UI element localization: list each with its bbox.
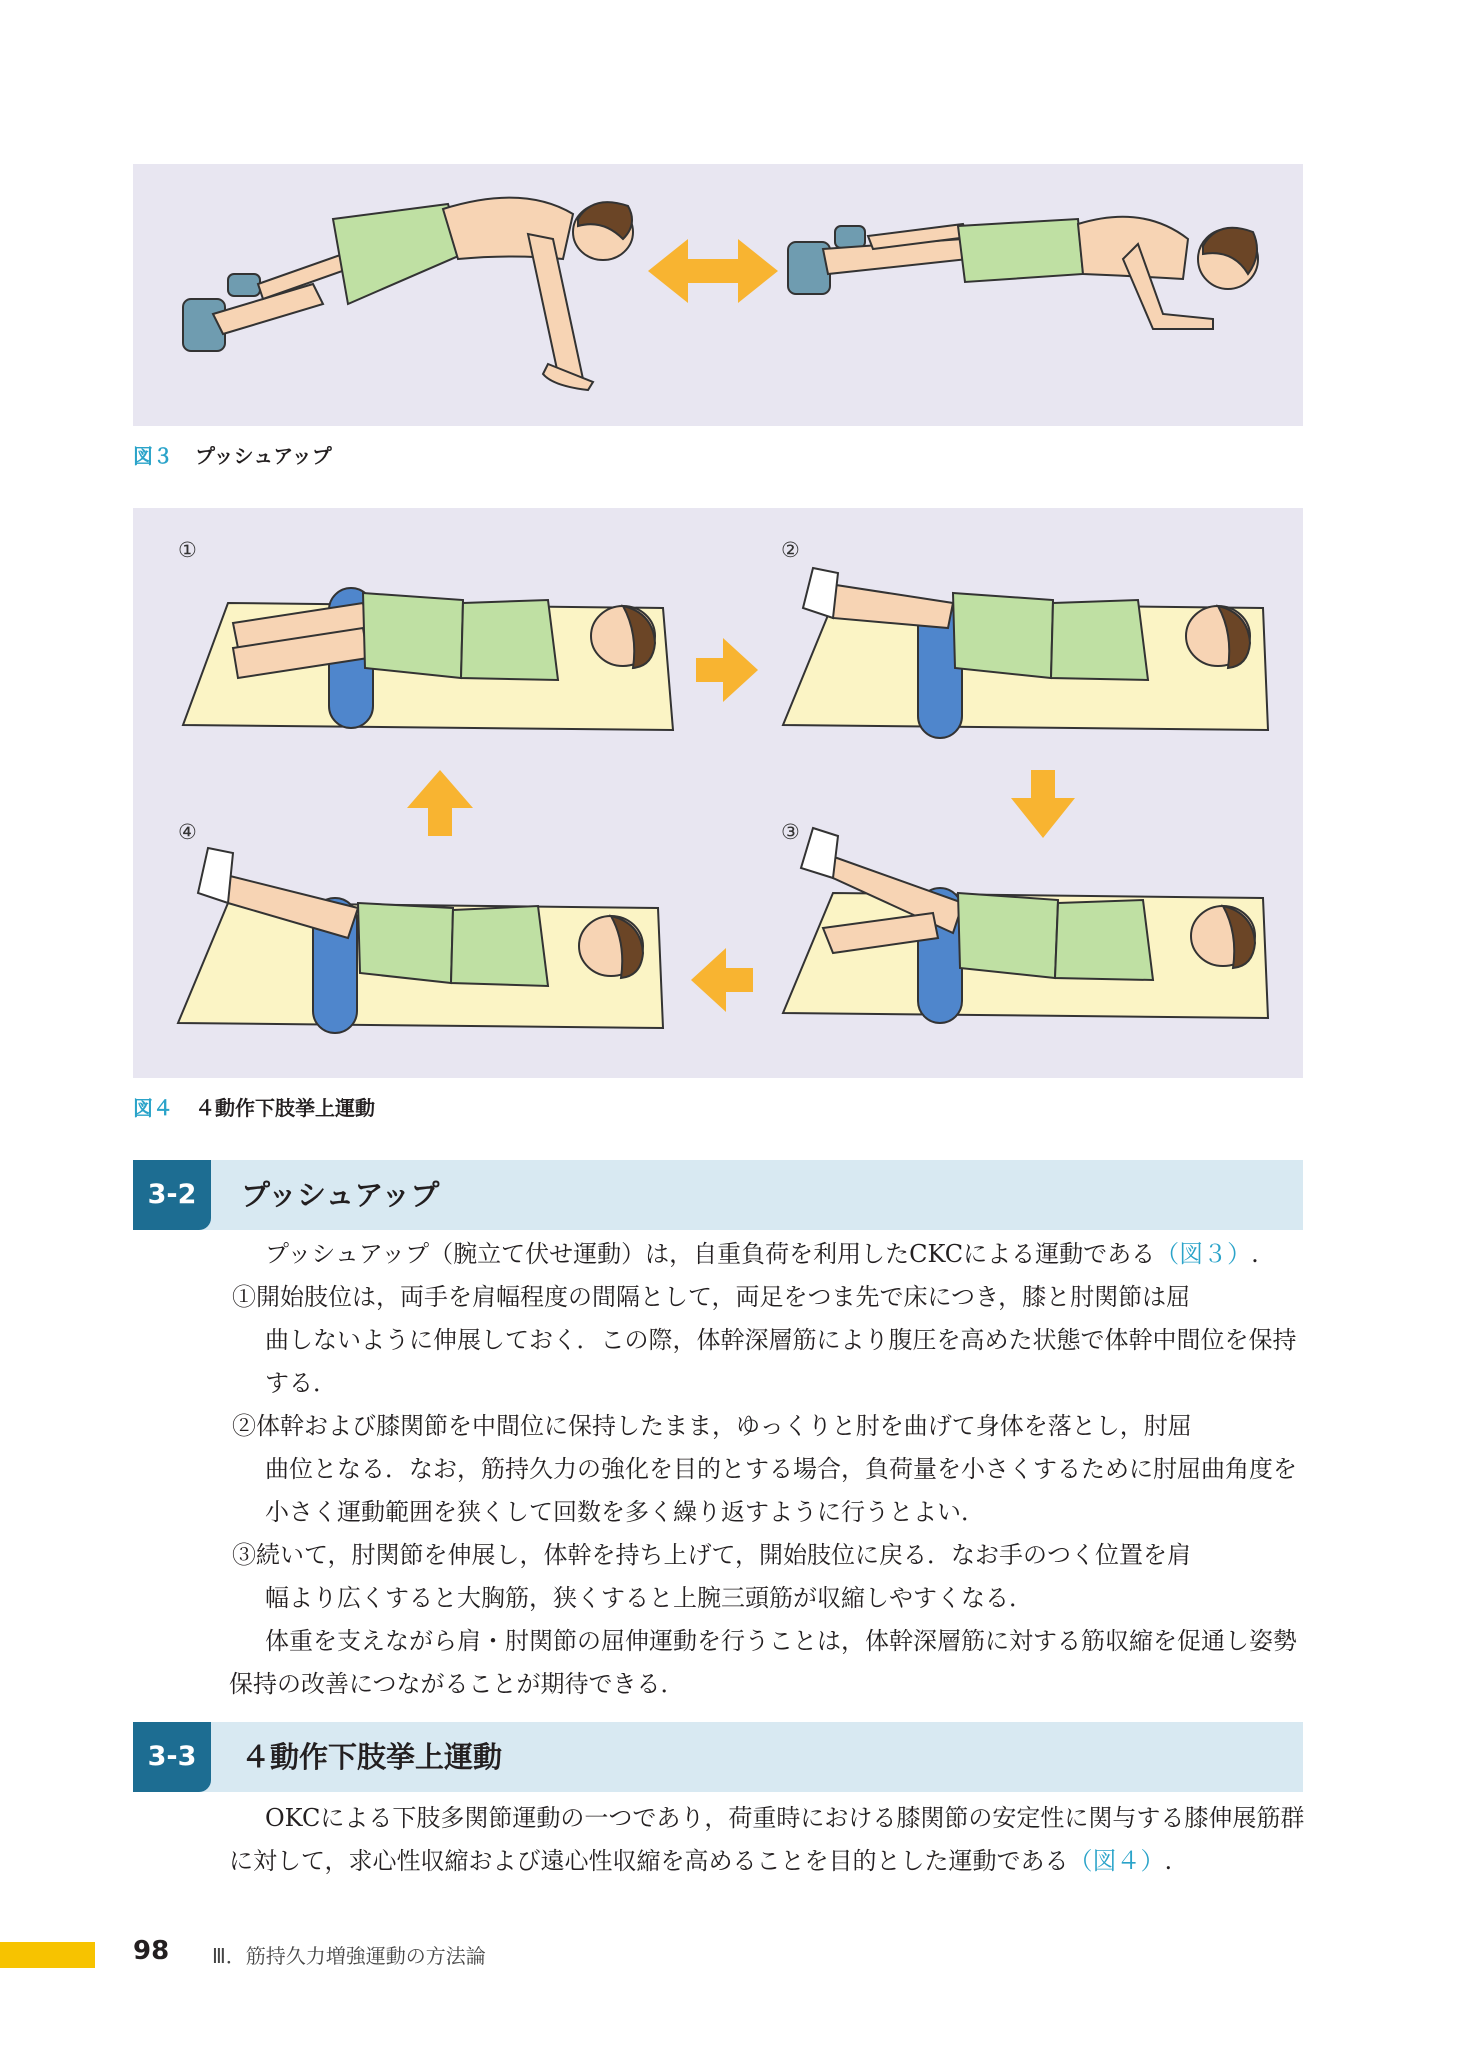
chapter-title: Ⅲ．筋持久力増強運動の方法論 (212, 1944, 486, 1968)
step-4-illustration (178, 848, 663, 1033)
arrow-right-icon (696, 638, 758, 702)
step-2-illustration (783, 568, 1268, 738)
pushup-start-person (183, 198, 633, 390)
arrow-down-icon (1011, 770, 1075, 838)
list-item-3: ③続いて，肘関節を伸展し，体幹を持ち上げて，開始肢位に戻る．なお手のつく位置を肩 幅より広くすると大胸筋，狭くすると上腕三頭筋が収縮しやすくなる． (232, 1541, 1192, 1612)
figure-3-label: 図３ (133, 444, 173, 468)
double-arrow-icon (648, 239, 778, 303)
figure-3-reference: （図３） (1155, 1240, 1252, 1268)
section-3-2-intro: プッシュアップ（腕立て伏せ運動）は，自重負荷を利用したCKCによる運動である（図３）. (265, 1240, 1259, 1268)
figure-3-caption (133, 440, 332, 469)
figure-4-illustration (133, 508, 1303, 1078)
page-number: 98 (133, 1936, 170, 1966)
arrow-up-icon (407, 770, 473, 836)
figure-4-reference: （図４） (1068, 1847, 1165, 1875)
figure-4-caption (133, 1092, 375, 1121)
section-3-3-body: OKCによる下肢多関節運動の一つであり，荷重時における膝関節の安定性に関与する膝伸展筋群に対して，求心性収縮および遠心性収縮を高めることを目的とした運動である（図４）. (229, 1804, 1305, 1875)
figure-4-title: ４動作下肢挙上運動 (195, 1096, 375, 1120)
section-3-3-heading (133, 1722, 1303, 1792)
step-3-label: ③ (781, 820, 800, 844)
step-4-label: ④ (178, 820, 197, 844)
step-1-illustration (183, 588, 673, 730)
section-title: プッシュアップ (241, 1178, 440, 1212)
figure-4-label: 図４ (133, 1096, 173, 1120)
section-3-2-heading (133, 1160, 1303, 1230)
step-3-illustration (783, 828, 1268, 1023)
step-2-label: ② (781, 538, 800, 562)
section-number-badge: 3-2 (133, 1160, 211, 1230)
list-item-2: ②体幹および膝関節を中間位に保持したまま，ゆっくりと肘を曲げて身体を落とし，肘屈 曲位となる．なお，筋持久力の強化を目的とする場合，負荷量を小さくするために肘屈曲角度を小さく運動範囲を狭くして回数を多く繰り返すように行うとよい． (232, 1412, 1297, 1526)
section-3-2-closing: 体重を支えながら肩・肘関節の屈伸運動を行うことは，体幹深層筋に対する筋収縮を促通し姿勢保持の改善につながることが期待できる． (229, 1627, 1297, 1698)
step-1-label: ① (178, 538, 197, 562)
section-title: ４動作下肢挙上運動 (241, 1740, 503, 1774)
footer-accent-bar (0, 1942, 95, 1968)
arrow-left-icon (691, 948, 753, 1012)
figure-3-illustration (133, 164, 1303, 426)
pushup-end-person (788, 217, 1258, 329)
figure-3-title: プッシュアップ (195, 444, 332, 468)
section-number-badge: 3-3 (133, 1722, 211, 1792)
list-item-1: ①開始肢位は，両手を肩幅程度の間隔として，両足をつま先で床につき，膝と肘関節は屈 曲しないように伸展しておく．この際，体幹深層筋により腹圧を高めた状態で体幹中間位を保持する． (232, 1283, 1297, 1397)
